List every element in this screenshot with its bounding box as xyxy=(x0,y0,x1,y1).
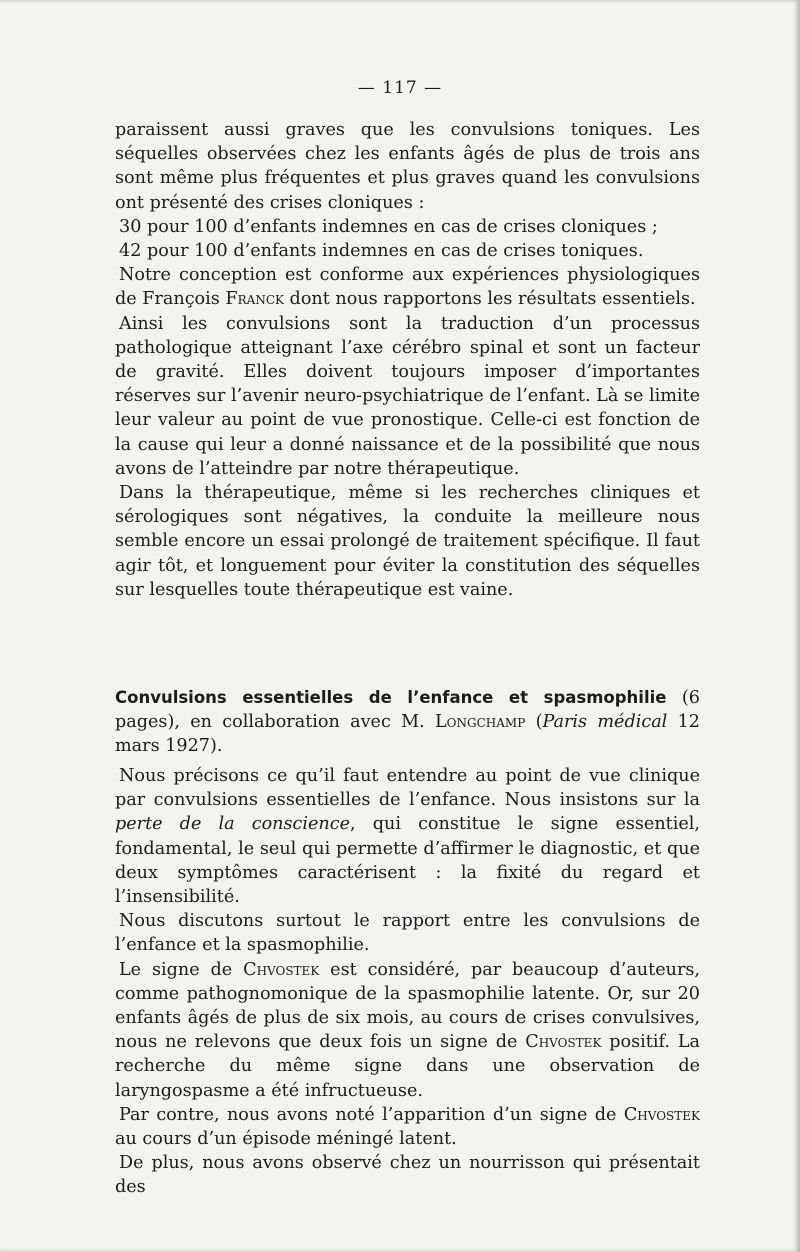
text-line: paraissent aussi graves que les convulsions toniques. Les séquelles xyxy=(115,120,700,165)
paragraph-chvostek xyxy=(115,958,700,1103)
author-name: Chvostek xyxy=(623,1104,700,1125)
section-summary xyxy=(115,764,700,1200)
text: positif. La recherche du même signe dans une observation de laryngospasme a été infructueuse. xyxy=(115,1032,700,1101)
stat-clonic: 30 pour 100 d’enfants indemnes en cas de crises cloniques ; xyxy=(119,216,658,237)
text: dont nous rapportons les résultats essentiels. xyxy=(283,289,696,310)
author-name: Chvostek xyxy=(243,959,320,980)
paragraph-therapeutique: Dans la thérapeutique, même si les recherches cliniques et sérologiques sont négatives, la conduite la meilleure nous semble encore un essai prolongé de traitement spécifique. Il faut agir tôt, et longuement pour éviter la constitution des séquelles sur lesquelles toute thérapeutique est vaine. xyxy=(115,483,700,600)
heading-line xyxy=(115,686,700,759)
text-line: observées chez les enfants âgés de plus de trois ans sont même plus xyxy=(115,144,700,189)
text: Nous précisons ce qu’il faut entendre au point de vue clinique par convulsions essentielles de l’enfance. Nous insistons sur la xyxy=(115,766,700,811)
page-number: — 117 — xyxy=(357,78,443,98)
journal-name: Paris médical xyxy=(542,712,668,733)
author-name: Franck xyxy=(225,289,284,310)
section-continuation xyxy=(115,118,700,602)
publication-heading xyxy=(115,686,700,759)
paragraph-conception xyxy=(115,263,700,311)
text: au cours d’un épisode méningé latent. xyxy=(115,1129,457,1150)
text: Notre conception est conforme aux expériences physiologiques de François xyxy=(115,265,700,310)
paragraph-discussion: Nous discutons surtout le rapport entre les convulsions de l’enfance et la spasmophilie. xyxy=(115,911,700,956)
publication-date: 12 mars 1927). xyxy=(115,712,700,757)
coauthor-name: Longchamp xyxy=(435,712,526,733)
paragraph-pronostic: Ainsi les convulsions sont la traduction d’un processus pathologique atteignant l’axe cérébro spinal et sont un facteur de gravité. Elles doivent toujours imposer d’importantes réserves sur l’avenir neuro-psychiatrique de l’enfant. Là se limite leur valeur au point de vue pronostique. Celle-ci est fonction de la cause qui leur a donné naissance et de la possibilité que nous avons de l’atteindre par notre thérapeutique. xyxy=(115,313,700,479)
text-line: crises cloniques : xyxy=(269,192,425,213)
paragraph-nourrisson: De plus, nous avons observé chez un nourrisson qui présentait des xyxy=(115,1153,700,1198)
text: Par contre, nous avons noté l’apparition d’un signe de xyxy=(119,1104,624,1125)
text: Le signe de xyxy=(119,959,244,980)
publication-title: Convulsions essentielles de l’enfance et spasmophilie xyxy=(115,688,667,707)
publication-pages: (6 pages), en collaboration avec M. xyxy=(115,688,700,733)
text-line: fréquentes et plus graves quand les convulsions ont présenté des xyxy=(115,168,700,213)
paragraph-sequelles xyxy=(115,118,700,215)
paren: ( xyxy=(525,712,543,733)
emphasis: perte de la conscience xyxy=(115,814,351,835)
text: , qui constitue le signe essentiel, fondamental, le seul qui permette d’affirmer le diagnostic, et que deux symptômes caractérisent : la fixité du regard et l’insensibilité. xyxy=(115,814,700,908)
stat-tonic: 42 pour 100 d’enfants indemnes en cas de crises toniques. xyxy=(119,241,644,262)
author-name: Chvostek xyxy=(525,1032,602,1053)
paragraph-episode xyxy=(115,1103,700,1151)
paragraph-definition xyxy=(115,764,700,909)
text: est considéré, par beaucoup d’auteurs, comme pathognomonique de la spasmophilie latente. Or, sur 20 enfants âgés de plus de six mois, au cours de crises convulsives, nous ne relevons que deux fois un signe de xyxy=(115,959,700,1053)
